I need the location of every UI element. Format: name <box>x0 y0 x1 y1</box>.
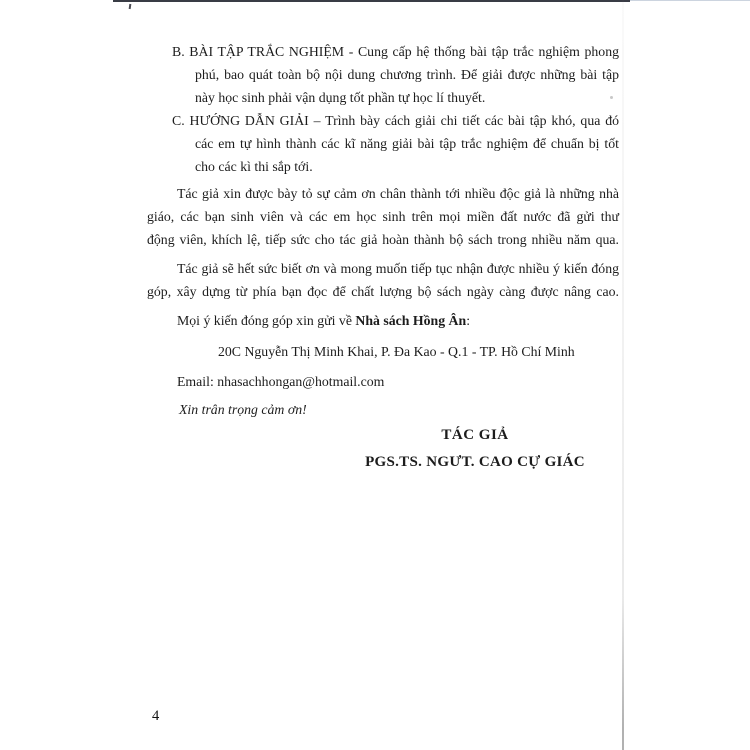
contact-intro-suffix: : <box>466 313 471 328</box>
list-item-b <box>147 40 619 109</box>
email-line: Email: nhasachhongan@hotmail.com <box>177 374 385 389</box>
scan-top-edge-line <box>113 0 630 2</box>
list-item-c-line: C. HƯỚNG DẪN GIẢI – Trình bày cách giải chi tiết các bài tập khó, qua đó <box>172 113 619 128</box>
paragraph-line: Tác giả sẽ hết sức biết ơn và mong muốn tiếp tục nhận được nhiều ý kiến đóng <box>177 261 619 276</box>
list-item-c-line: các em tự hình thành các kĩ năng giải bài tập trắc nghiệm để chuẩn bị tốt <box>195 136 619 151</box>
scan-top-edge-faint-line <box>630 0 750 1</box>
contact-intro-prefix: Mọi ý kiến đóng góp xin gửi về <box>177 313 356 328</box>
paragraph-line: Tác giả xin được bày tỏ sự cảm ơn chân thành tới nhiều độc giả là những nhà <box>177 186 619 201</box>
paragraph-line: góp, xây dựng từ phía bạn đọc để chất lượng bộ sách ngày càng được nâng cao. <box>147 284 619 299</box>
list-item-c-line: cho các kì thi sắp tới. <box>195 159 313 174</box>
page-number: 4 <box>152 708 160 724</box>
closing-line: Xin trân trọng cảm ơn! <box>179 402 307 417</box>
signature-block <box>325 424 625 474</box>
scan-speck <box>129 4 132 9</box>
bookstore-name: Nhà sách Hồng Ân <box>355 313 467 328</box>
list-item-c <box>147 109 619 178</box>
paragraph-feedback-request <box>147 257 619 303</box>
paragraph-acknowledgment <box>147 182 619 251</box>
list-item-b-line: phú, bao quát toàn bộ nội dung chương trình. Để giải được những bài tập <box>195 67 619 82</box>
list-item-b-line: này học sinh phải vận dụng tốt phần tự học lí thuyết. <box>195 90 486 105</box>
paragraph-line: động viên, khích lệ, tiếp sức cho tác giả hoàn thành bộ sách trong nhiều năm qua. <box>147 232 619 247</box>
paragraph-line: giáo, các bạn sinh viên và các em học sinh trên mọi miền đất nước đã gửi thư <box>147 209 619 224</box>
list-item-b-line: B. BÀI TẬP TRẮC NGHIỆM - Cung cấp hệ thống bài tập trắc nghiệm phong <box>172 44 619 59</box>
signature-name: PGS.TS. NGƯT. CAO CỰ GIÁC <box>365 454 585 470</box>
signature-role: TÁC GIẢ <box>441 427 509 443</box>
page-text-block <box>147 40 619 474</box>
address-line: 20C Nguyễn Thị Minh Khai, P. Đa Kao - Q.1 - TP. Hồ Chí Minh <box>218 344 575 359</box>
scan-page-right-edge-shadow <box>622 0 624 750</box>
contact-intro-line <box>177 309 619 332</box>
